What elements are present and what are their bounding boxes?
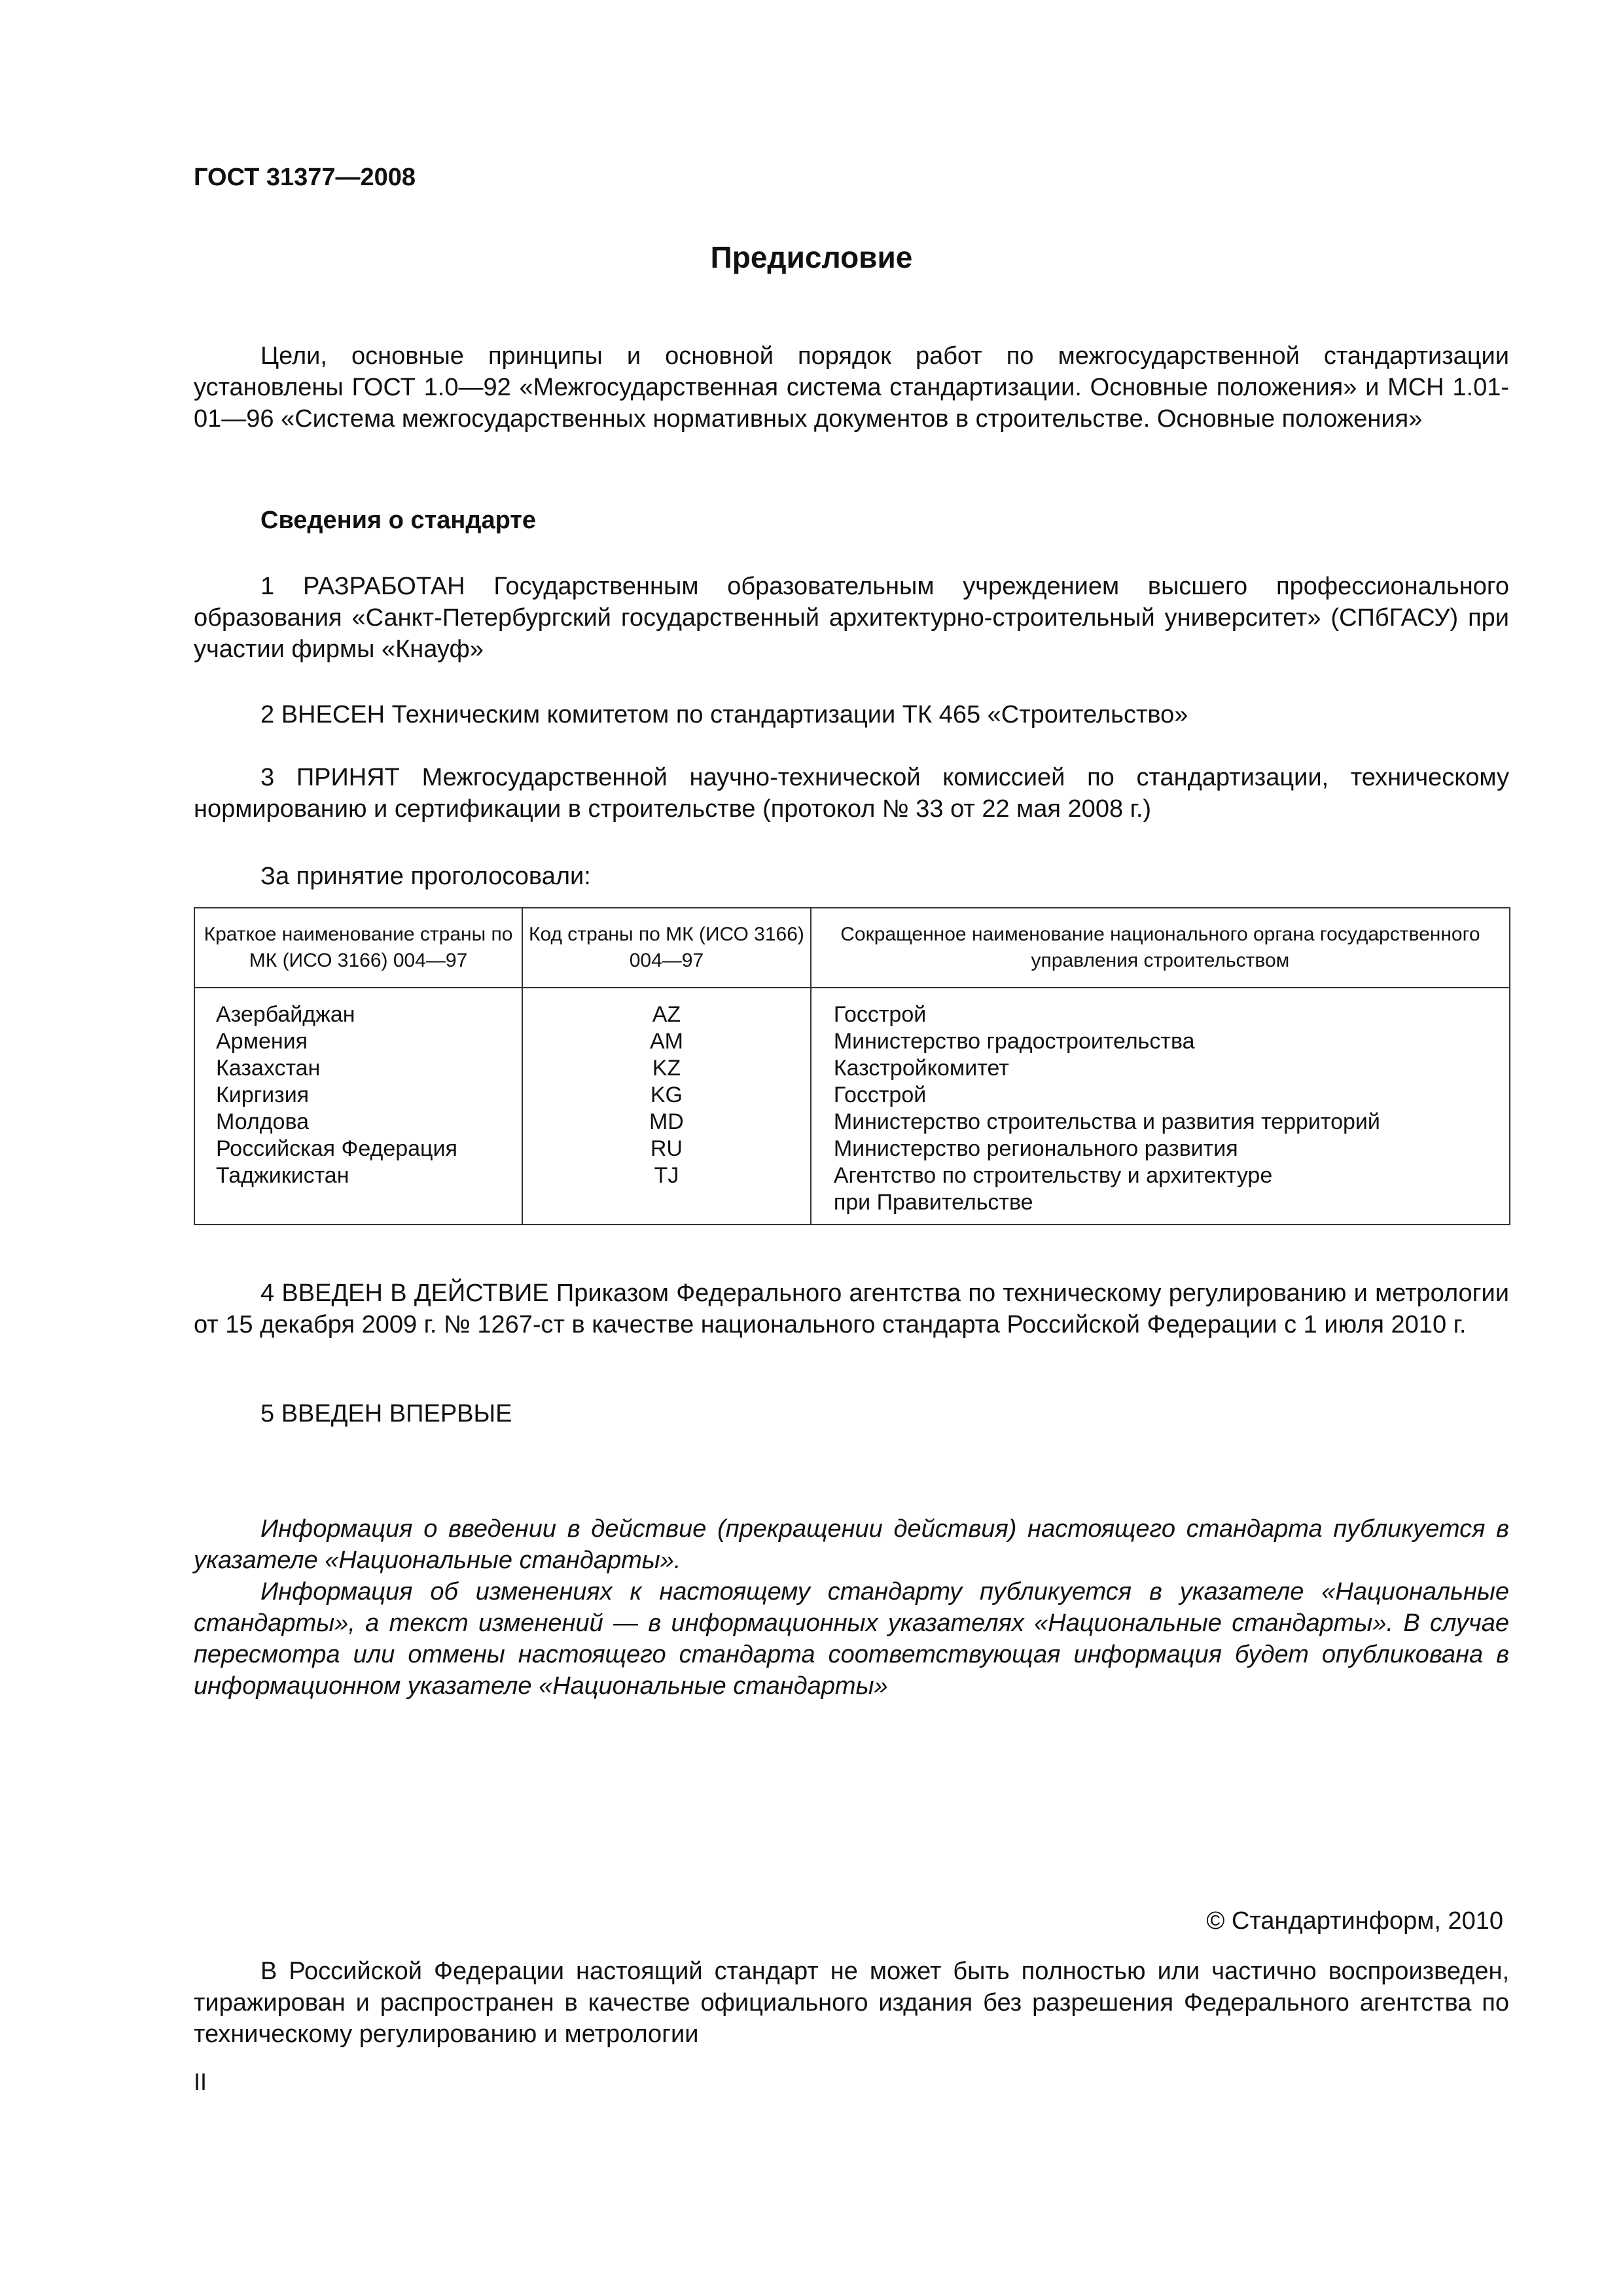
item-2: 2 ВНЕСЕН Техническим комитетом по стандартизации ТК 465 «Строительство»	[260, 701, 1188, 728]
country-code: AM	[649, 1029, 683, 1054]
copyright-line: © Стандартинформ, 2010	[1206, 1907, 1503, 1935]
country-name: Азербайджан	[216, 1002, 355, 1027]
header-country-code: Код страны по МК (ИСО 3166) 004—97	[522, 908, 811, 988]
header-national-organ: Сокращенное наименование национального органа государственного управления строительством	[811, 908, 1510, 988]
document-code: ГОСТ 31377—2008	[194, 164, 416, 191]
item-4: 4 ВВЕДЕН В ДЕЙСТВИЕ Приказом Федерального агентства по техническому регулированию и метрологии от 15 декабря 2009 г. № 1267-ст в качестве национального стандарта Российской Федерации с 1 июля 2010 г.	[194, 1280, 1509, 1338]
country-codes-cell	[522, 988, 811, 1225]
national-organ: Агентство по строительству и архитектуре при Правительстве	[833, 1163, 1273, 1215]
national-organs-cell	[811, 988, 1510, 1225]
item-5: 5 ВВЕДЕН ВПЕРВЫЕ	[260, 1400, 512, 1427]
header-country-name: Краткое наименование страны по МК (ИСО 3166) 004—97	[194, 908, 522, 988]
table-header-row	[194, 908, 1510, 988]
country-names-cell	[194, 988, 522, 1225]
country-name: Таджикистан	[216, 1163, 349, 1188]
country-code: MD	[649, 1109, 684, 1134]
country-name: Российская Федерация	[216, 1136, 457, 1161]
subheading: Сведения о стандарте	[260, 507, 537, 534]
country-code: RU	[650, 1136, 683, 1161]
national-organ: Госстрой	[833, 1002, 927, 1027]
country-name: Киргизия	[216, 1083, 310, 1107]
national-organ: Министерство строительства и развития территорий	[833, 1109, 1380, 1134]
reproduction-notice: В Российской Федерации настоящий стандарт не может быть полностью или частично воспроизведен, тиражирован и распространен в качестве официального издания без разрешения Федерального агентства по техническому регулированию и метрологии	[194, 1958, 1509, 2048]
table-body-row	[194, 988, 1510, 1225]
national-organ: Министерство регионального развития	[833, 1136, 1238, 1161]
country-name: Армения	[216, 1029, 308, 1054]
item-1: 1 РАЗРАБОТАН Государственным образовательным учреждением высшего профессионального образования «Санкт-Петербургский государственный архитектурно-строительный университет» (СПбГАСУ) при участии фирмы «Кнауф»	[194, 573, 1509, 663]
country-code: KG	[650, 1083, 683, 1107]
national-organ: Министерство градостроительства	[833, 1029, 1195, 1054]
countries-table	[194, 907, 1510, 1225]
info-paragraph-2: Информация об изменениях к настоящему стандарту публикуется в указателе «Национальные стандарты», а текст изменений — в информационных указателях «Национальные стандарты». В случае пересмотра или отмены настоящего стандарта соответствующая информация будет опубликована в информационном указателе «Национальные стандарты»	[194, 1578, 1509, 1700]
vote-label: За принятие проголосовали:	[260, 863, 591, 890]
country-code: TJ	[654, 1163, 679, 1188]
country-code: AZ	[652, 1002, 681, 1027]
info-block	[194, 1513, 1509, 1702]
country-name: Молдова	[216, 1109, 310, 1134]
page-number: II	[194, 2068, 207, 2095]
info-paragraph-1: Информация о введении в действие (прекращении действия) настоящего стандарта публикуется в указателе «Национальные стандарты».	[194, 1515, 1509, 1574]
country-code: KZ	[652, 1056, 681, 1081]
national-organ: Госстрой	[833, 1083, 927, 1107]
page-title: Предисловие	[710, 240, 913, 274]
item-3: 3 ПРИНЯТ Межгосударственной научно-технической комиссией по стандартизации, техническому нормированию и сертификации в строительстве (протокол № 33 от 22 мая 2008 г.)	[194, 764, 1509, 823]
intro-paragraph: Цели, основные принципы и основной порядок работ по межгосударственной стандартизации установлены ГОСТ 1.0—92 «Межгосударственная система стандартизации. Основные положения» и МСН 1.01-01—96 «Система межгосударственных нормативных документов в строительстве. Основные положения»	[194, 342, 1509, 433]
national-organ: Казстройкомитет	[833, 1056, 1009, 1081]
country-name: Казахстан	[216, 1056, 321, 1081]
